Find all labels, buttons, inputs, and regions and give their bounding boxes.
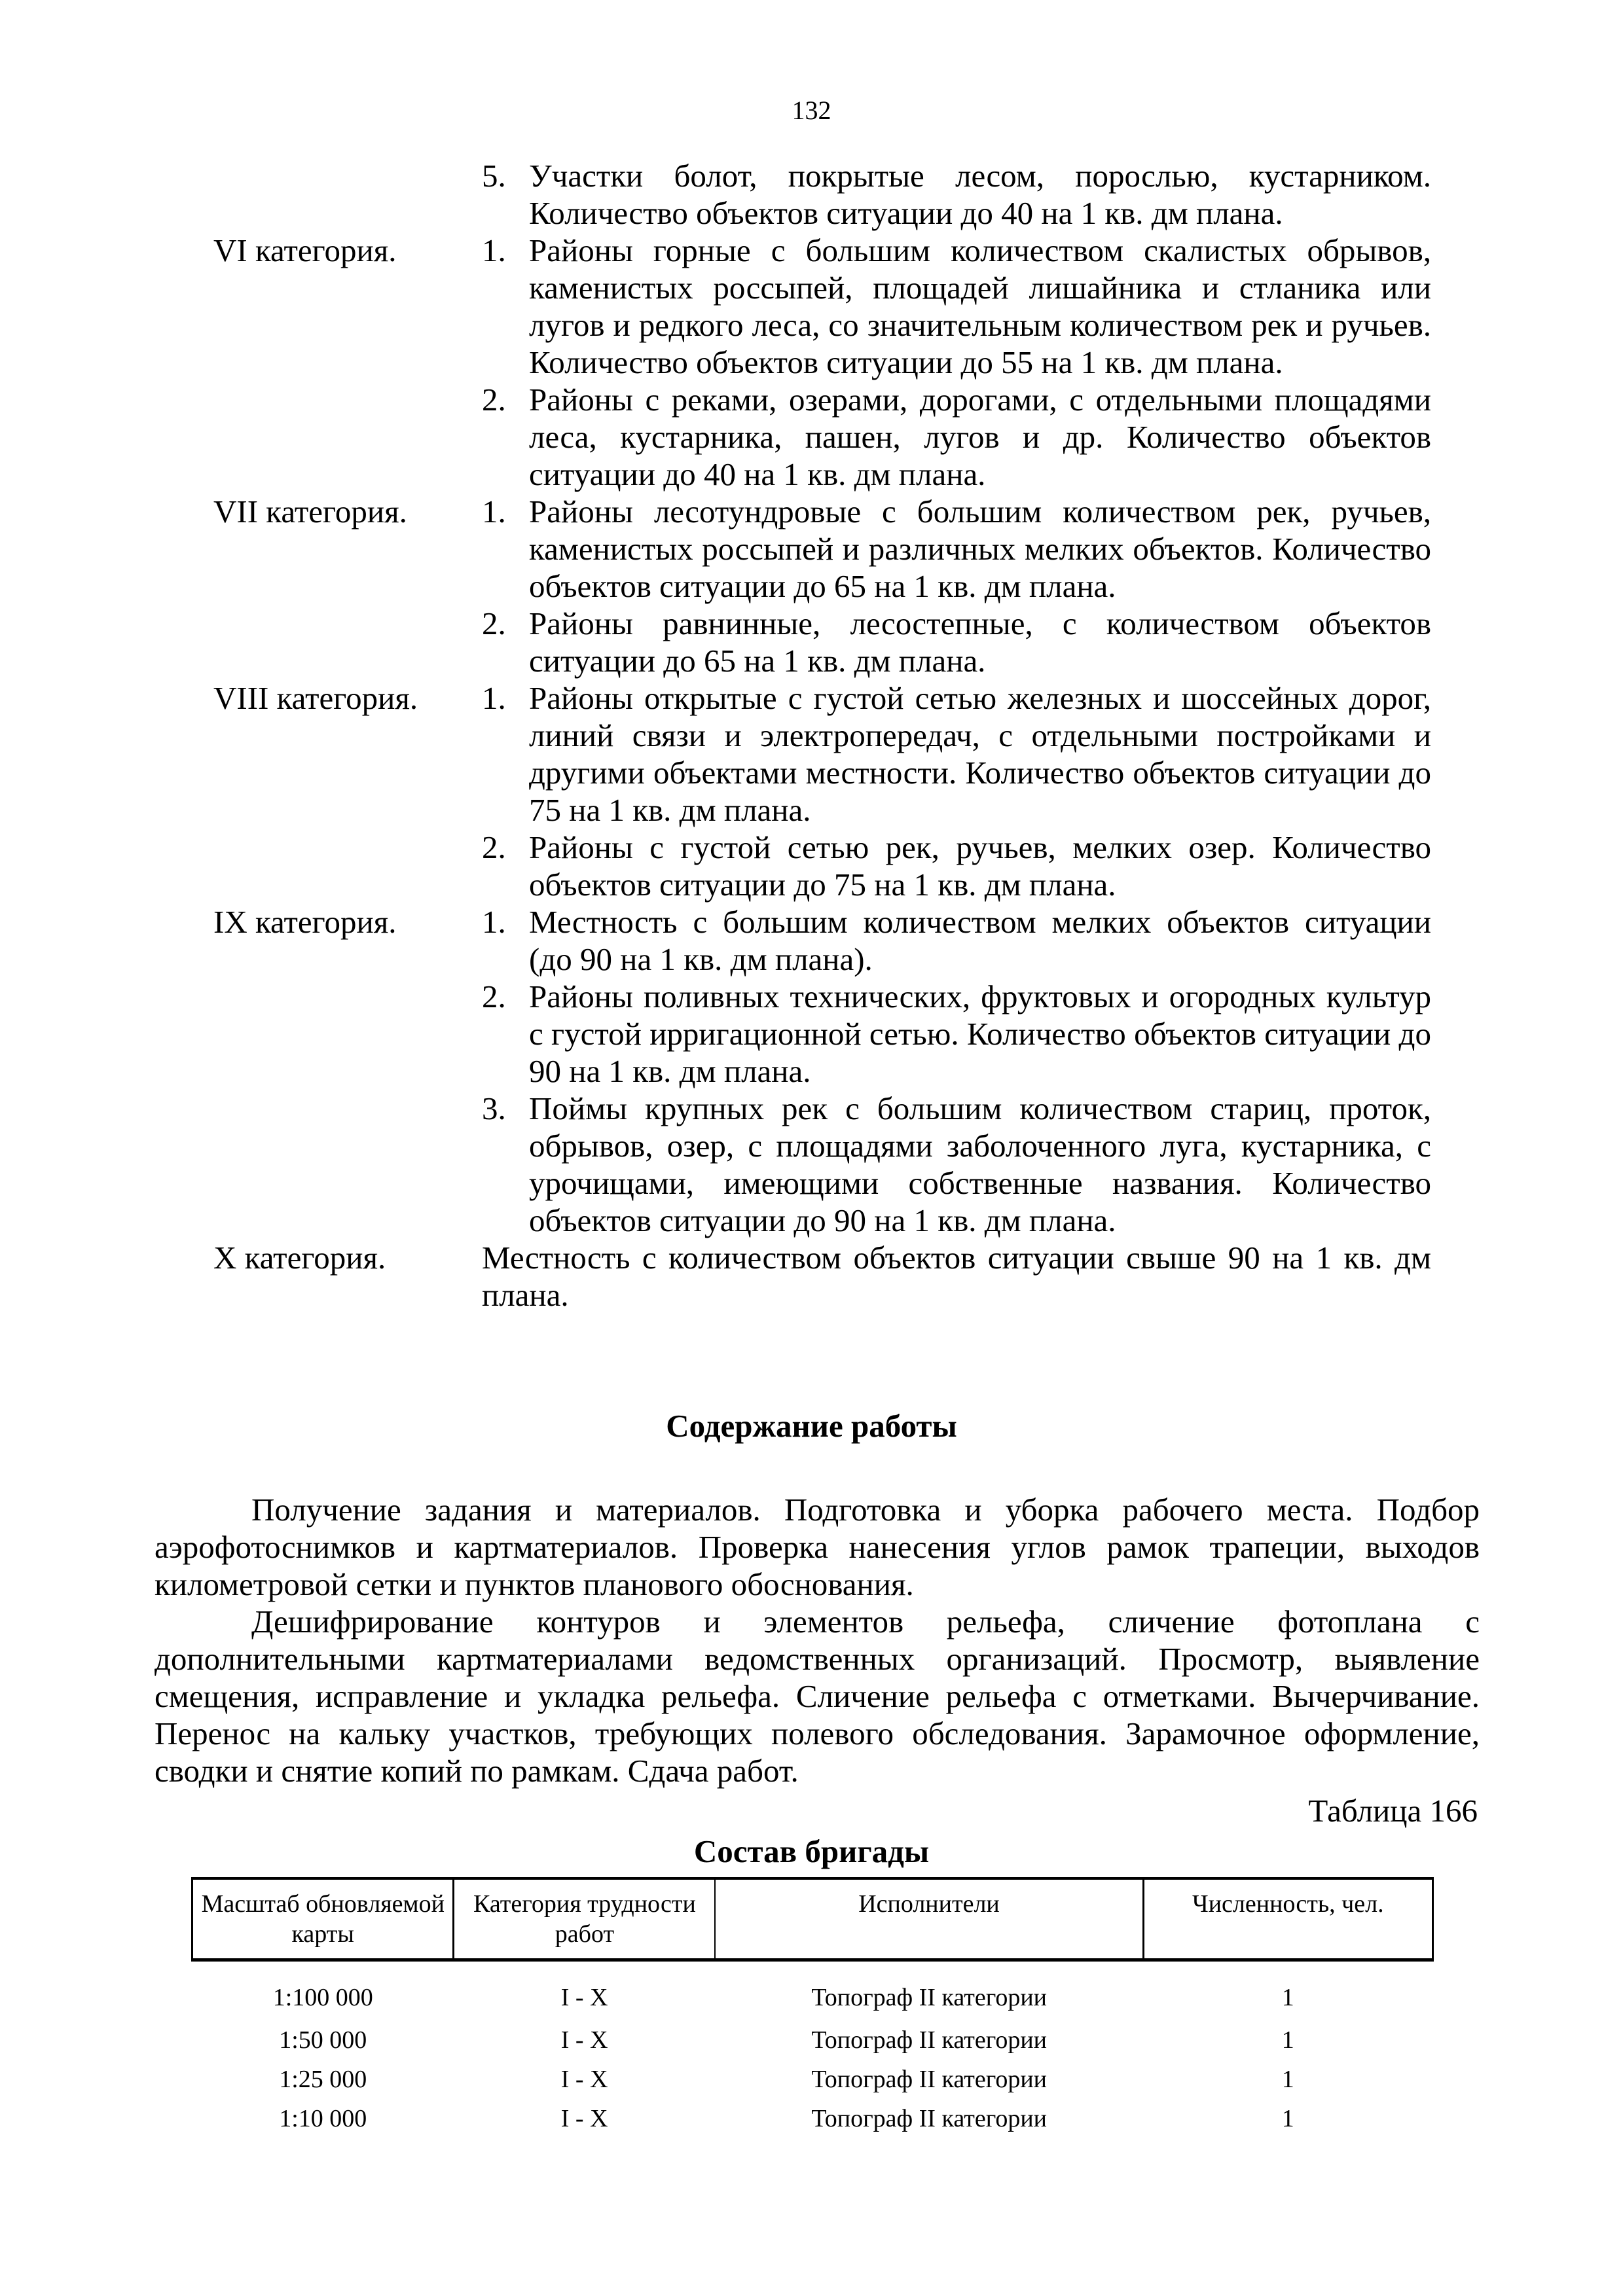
category-continued [213, 157, 1431, 232]
cell-category: I - X [560, 2066, 608, 2093]
table-row [192, 2099, 1433, 2138]
table-row [192, 2020, 1433, 2060]
cell-scale: 1:50 000 [279, 2026, 367, 2054]
item-text: Районы поливных технических, фруктовых и огородных культур с густой ирригационной сетью. Количество объектов ситуации до 90 на 1 кв. дм плана. [529, 978, 1431, 1089]
item-number: 1. [482, 232, 506, 268]
cell-executor: Топограф II категории [811, 2026, 1048, 2054]
category-label [213, 157, 482, 232]
item-text: Районы лесотундровые с большим количеством рек, ручьев, каменистых россыпей и различных мелких объектов. Количество объектов ситуации до 65 на 1 кв. дм плана. [529, 493, 1431, 604]
cell-count: 1 [1281, 2066, 1294, 2093]
list-item [482, 1090, 1431, 1239]
cell-executor: Топограф II категории [811, 1984, 1048, 2011]
cell-scale: 1:100 000 [272, 1984, 373, 2011]
cell-count: 1 [1281, 2026, 1294, 2054]
page-number: 132 [792, 96, 831, 125]
cell-category: I - X [560, 2026, 608, 2054]
category-label: X категория. [213, 1240, 386, 1276]
category-label: IX категория. [213, 904, 397, 940]
list-item [482, 679, 1431, 829]
cell-category: I - X [560, 2105, 608, 2132]
item-text: Местность с большим количеством мелких объектов ситуации (до 90 на 1 кв. дм плана). [529, 904, 1431, 977]
list-item [482, 978, 1431, 1090]
category-list [213, 157, 1431, 1314]
list-item [482, 157, 1431, 232]
cell-executor: Топограф II категории [811, 2105, 1048, 2132]
cell-category: I - X [560, 1984, 608, 2011]
item-number: 1. [482, 904, 506, 940]
column-header-executors: Исполнители [715, 1878, 1143, 1960]
list-item [482, 381, 1431, 493]
table-row [192, 1960, 1433, 2021]
category-label: VII категория. [213, 493, 407, 529]
item-number: 1. [482, 493, 506, 529]
list-item [482, 493, 1431, 605]
cell-count: 1 [1281, 1984, 1294, 2011]
category-label: VIII категория. [213, 680, 418, 716]
list-item [482, 829, 1431, 903]
section-title: Содержание работы [666, 1408, 957, 1444]
item-text: Районы с густой сетью рек, ручьев, мелких озер. Количество объектов ситуации до 75 на 1 кв. дм плана. [529, 829, 1431, 903]
item-number: 5. [482, 158, 506, 194]
item-number: 2. [482, 605, 506, 641]
crew-table [191, 1877, 1434, 2138]
item-number: 2. [482, 382, 506, 418]
item-text: Поймы крупных рек с большим количеством стариц, проток, обрывов, озер, с площадями заболоченного луга, кустарника, с урочищами, имеющими собственные названия. Количество объектов ситуации до 90 на 1 кв. дм плана. [529, 1090, 1431, 1238]
table-header-row [192, 1878, 1433, 1960]
table-number: Таблица 166 [1308, 1793, 1478, 1829]
list-item [482, 903, 1431, 978]
column-header-count: Численность, чел. [1143, 1878, 1432, 1960]
cell-scale: 1:10 000 [279, 2105, 367, 2132]
column-header-category: Категория трудности работ [454, 1878, 715, 1960]
item-text: Районы открытые с густой сетью железных и шоссейных дорог, линий связи и электропередач, с отдельными постройками и другими объектами местности. Количество объектов ситуации до 75 на 1 кв. дм плана. [529, 680, 1431, 828]
category-x [213, 1239, 1431, 1314]
list-item [482, 232, 1431, 381]
category-vi [213, 232, 1431, 493]
category-viii [213, 679, 1431, 903]
item-text: Районы горные с большим количеством скалистых обрывов, каменистых россыпей, площадей лишайника и стланика или лугов и редкого леса, со значительным количеством рек и ручьев. Количество объектов ситуации до 55 на 1 кв. дм плана. [529, 232, 1431, 380]
item-text: Районы с реками, озерами, дорогами, с отдельными площадями леса, кустарника, пашен, лугов и др. Количество объектов ситуации до 40 на 1 кв. дм плана. [529, 382, 1431, 492]
item-text: Районы равнинные, лесостепные, с количеством объектов ситуации до 65 на 1 кв. дм плана. [529, 605, 1431, 679]
item-number: 1. [482, 680, 506, 716]
table-row [192, 2060, 1433, 2099]
item-number: 2. [482, 978, 506, 1014]
cell-count: 1 [1281, 2105, 1294, 2132]
list-item [482, 605, 1431, 679]
cell-scale: 1:25 000 [279, 2066, 367, 2093]
paragraph: Дешифрирование контуров и элементов рельефа, сличение фотоплана с дополнительными картматериалами ведомственных организаций. Просмотр, выявление смещения, исправление и укладка рельефа. Сличение рельефа с отметками. Вычерчивание. Перенос на кальку участков, требующих полевого обследования. Зарамочное оформление, сводки и снятие копий по рамкам. Сдача работ. [155, 1604, 1480, 1789]
item-number: 2. [482, 829, 506, 865]
category-ix [213, 903, 1431, 1239]
work-content [155, 1491, 1480, 1789]
cell-executor: Топограф II категории [811, 2066, 1048, 2093]
item-text: Участки болот, покрытые лесом, порослью, кустарником. Количество объектов ситуации до 40 на 1 кв. дм плана. [529, 158, 1431, 231]
paragraph: Получение задания и материалов. Подготовка и уборка рабочего места. Подбор аэрофотоснимков и картматериалов. Проверка нанесения углов рамок трапеции, выходов километровой сетки и пунктов планового обоснования. [155, 1492, 1480, 1602]
column-header-scale: Масштаб обновляемой карты [192, 1878, 454, 1960]
category-vii [213, 493, 1431, 679]
category-label: VI категория. [213, 232, 397, 268]
table-title: Состав бригады [693, 1833, 930, 1869]
category-text: Местность с количеством объектов ситуации свыше 90 на 1 кв. дм плана. [482, 1240, 1431, 1313]
item-number: 3. [482, 1090, 506, 1126]
